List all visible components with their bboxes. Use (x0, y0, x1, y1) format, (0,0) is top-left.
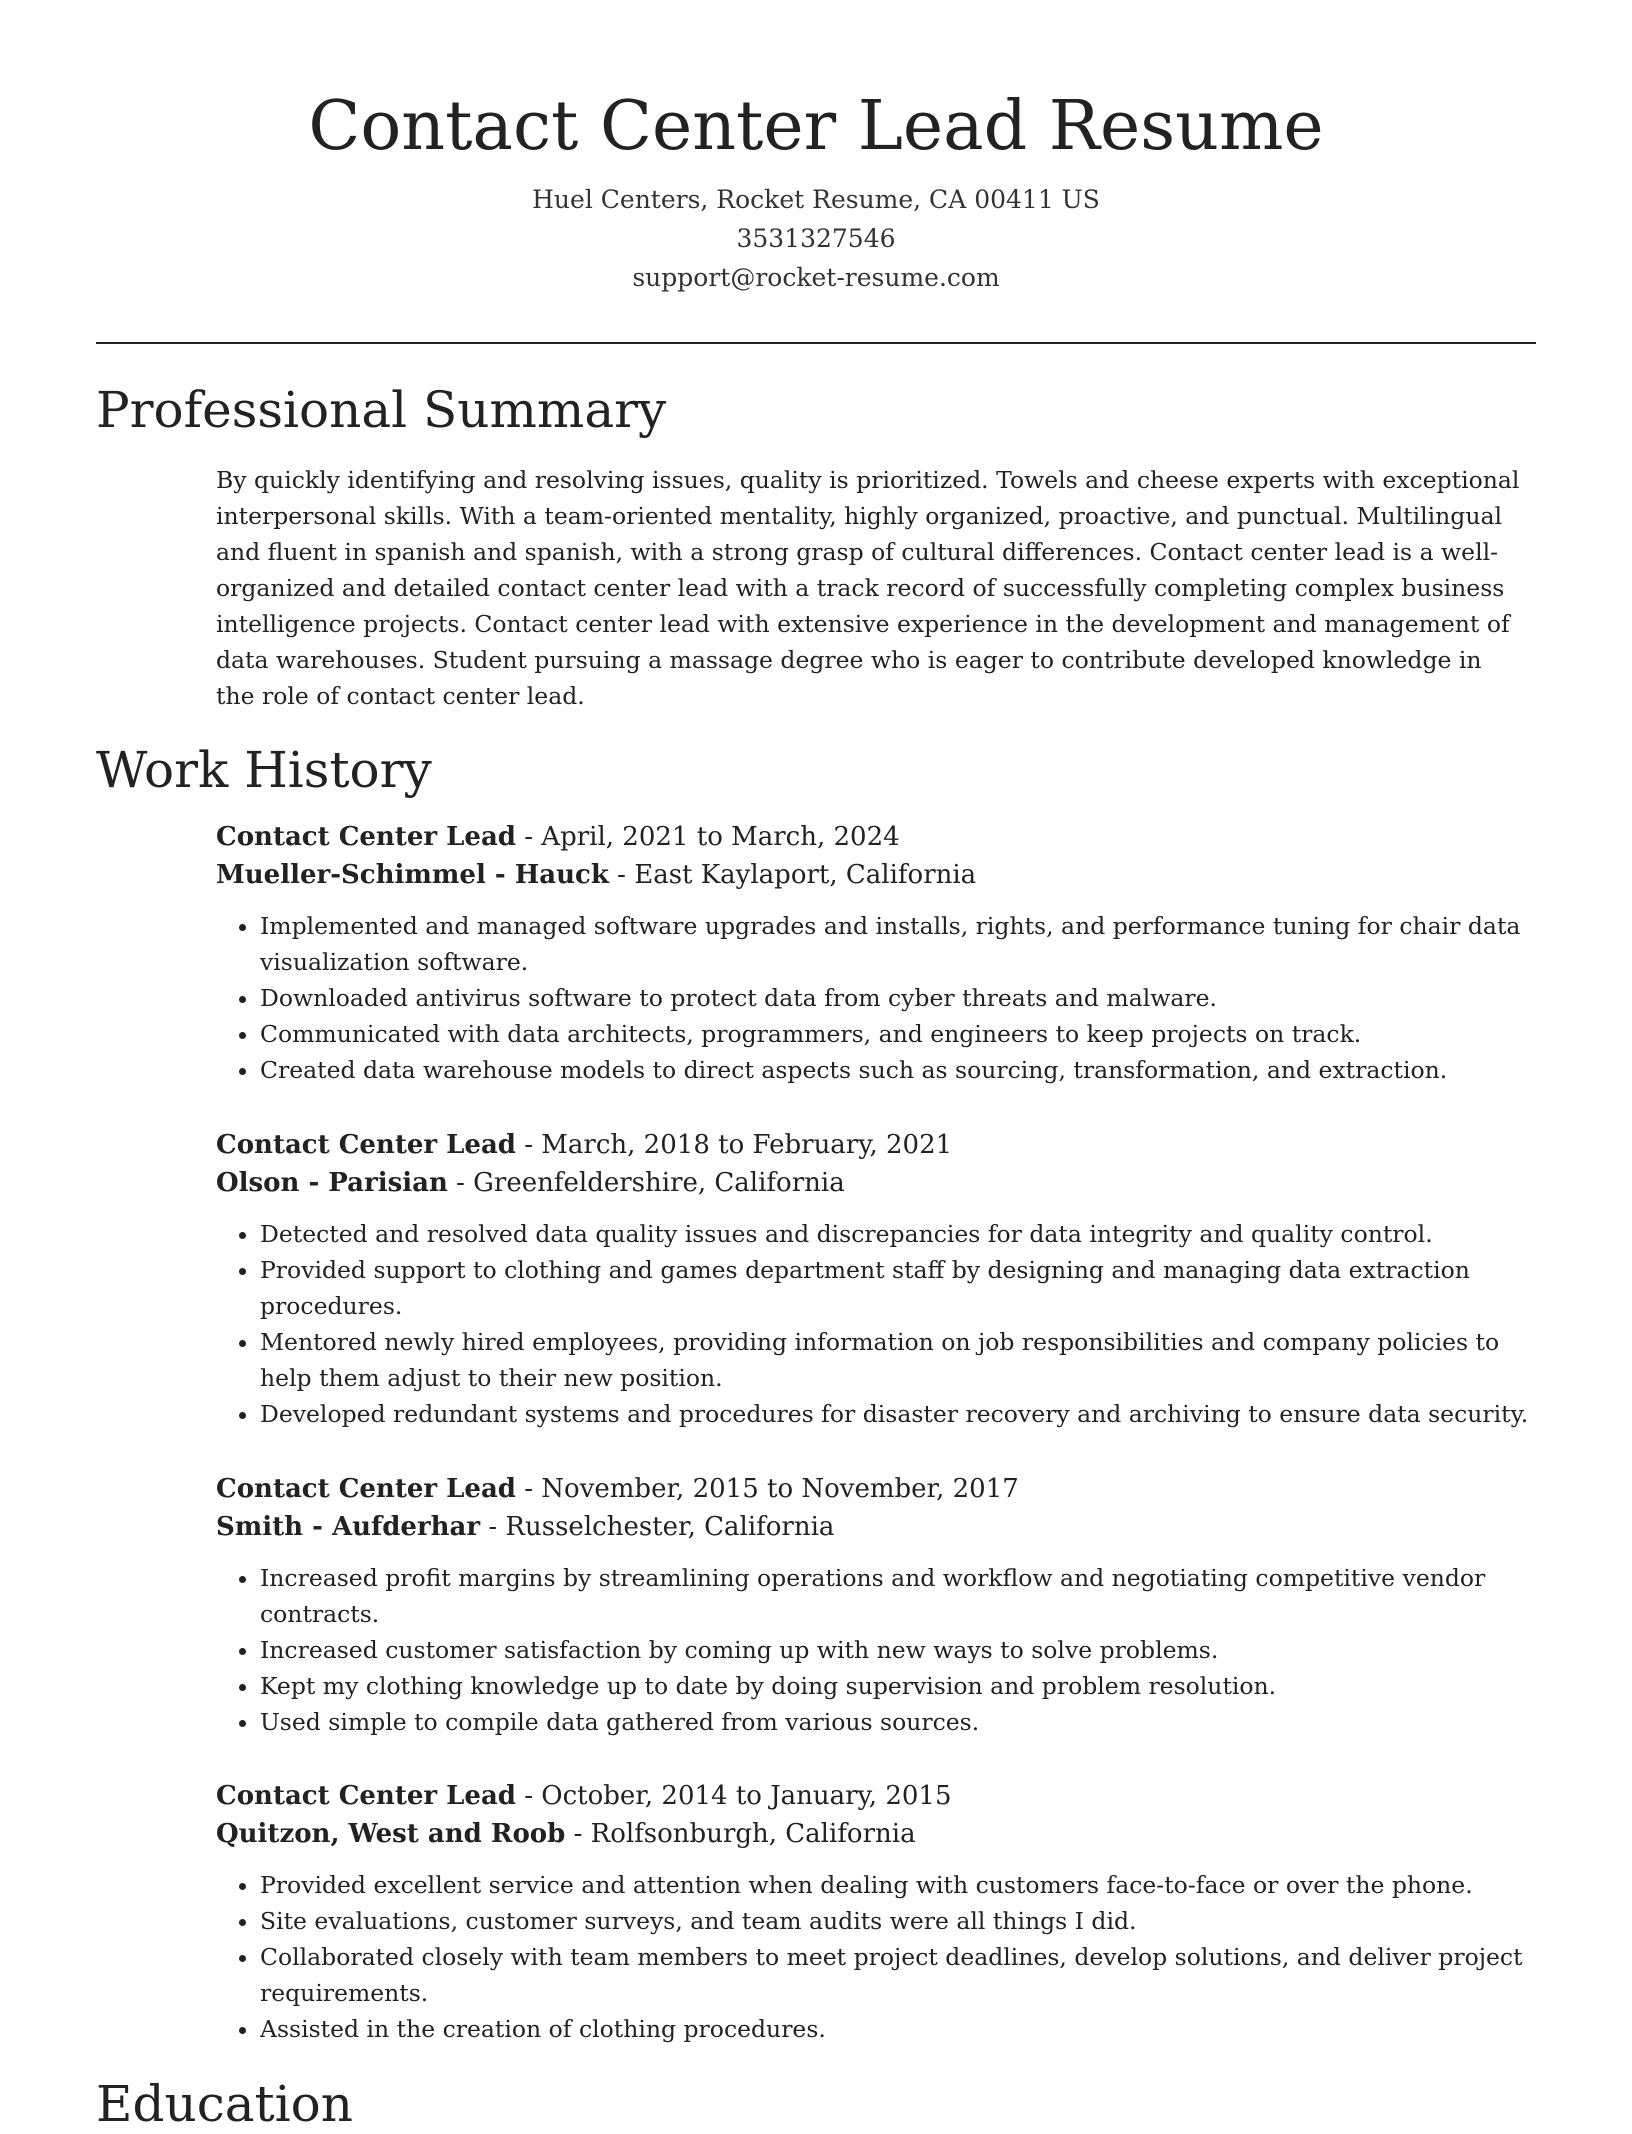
job-company-line (216, 856, 1536, 894)
job-company: Olson - Parisian (216, 1168, 448, 1198)
job-company-line (216, 1508, 1536, 1546)
job-title: Contact Center Lead (216, 822, 516, 852)
contact-phone: 3531327546 (736, 224, 896, 253)
list-item: • Used simple to compile data gathered from various sources. (260, 1704, 1536, 1740)
job-title-line (216, 1777, 1536, 1815)
list-item: • Created data warehouse models to direct aspects such as sourcing, transformation, and extraction. (260, 1052, 1536, 1088)
list-item: • Implemented and managed software upgrades and installs, rights, and performance tuning for chair data visualization software. (260, 908, 1536, 980)
list-item: • Detected and resolved data quality issues and discrepancies for data integrity and quality control. (260, 1216, 1536, 1252)
job-company: Mueller-Schimmel - Hauck (216, 860, 609, 890)
list-item: • Collaborated closely with team members to meet project deadlines, develop solutions, and deliver project requirements. (260, 1939, 1536, 2011)
list-item: • Downloaded antivirus software to protect data from cyber threats and malware. (260, 980, 1536, 1016)
contact-email: support@rocket-resume.com (632, 263, 1000, 292)
job-bullets (216, 1216, 1536, 1432)
list-item: • Site evaluations, customer surveys, and team audits were all things I did. (260, 1903, 1536, 1939)
work-history-heading: Work History (96, 741, 432, 799)
page-title: Contact Center Lead Resume (308, 87, 1324, 166)
job-bullets (216, 1867, 1536, 2047)
education-heading: Education (96, 2075, 353, 2133)
summary-text: By quickly identifying and resolving issues, quality is prioritized. Towels and cheese experts with exceptional interpersonal skills. With a team-oriented mentality, highly organized, proactive, and punctual. Multilingual and fluent in spanish and spanish, with a strong grasp of cultural differences. Contact center lead is a well-organized and detailed contact center lead with a track record of successfully completing complex business intelligence projects. Contact center lead with extensive experience in the development and management of data warehouses. Student pursuing a massage degree who is eager to contribute developed knowledge in the role of contact center lead. (216, 466, 1520, 710)
job-entry (216, 818, 1536, 1088)
job-location: - Russelchester, California (480, 1512, 835, 1542)
job-dates: - November, 2015 to November, 2017 (515, 1474, 1019, 1504)
job-title: Contact Center Lead (216, 1474, 516, 1504)
job-title: Contact Center Lead (216, 1781, 516, 1811)
job-title-line (216, 1126, 1536, 1164)
job-dates: - March, 2018 to February, 2021 (515, 1130, 953, 1160)
list-item: • Mentored newly hired employees, providing information on job responsibilities and company policies to help them adjust to their new position. (260, 1324, 1536, 1396)
job-location: - Rolfsonburgh, California (565, 1819, 916, 1849)
list-item: • Provided support to clothing and games department staff by designing and managing data extraction procedures. (260, 1252, 1536, 1324)
job-location: - Greenfeldershire, California (447, 1168, 845, 1198)
list-item: • Developed redundant systems and procedures for disaster recovery and archiving to ensure data security. (260, 1396, 1536, 1432)
job-bullets (216, 908, 1536, 1088)
job-location: - East Kaylaport, California (608, 860, 977, 890)
job-title-line (216, 1470, 1536, 1508)
list-item: • Provided excellent service and attention when dealing with customers face-to-face or over the phone. (260, 1867, 1536, 1903)
list-item: • Communicated with data architects, programmers, and engineers to keep projects on track. (260, 1016, 1536, 1052)
list-item: • Increased customer satisfaction by coming up with new ways to solve problems. (260, 1632, 1536, 1668)
summary-heading: Professional Summary (96, 381, 667, 439)
job-bullets (216, 1560, 1536, 1740)
job-entry (216, 1777, 1536, 2047)
list-item: • Increased profit margins by streamlining operations and workflow and negotiating competitive vendor contracts. (260, 1560, 1536, 1632)
job-company-line (216, 1164, 1536, 1202)
job-title-line (216, 818, 1536, 856)
job-entry (216, 1126, 1536, 1432)
job-title: Contact Center Lead (216, 1130, 516, 1160)
list-item: • Kept my clothing knowledge up to date by doing supervision and problem resolution. (260, 1668, 1536, 1704)
job-dates: - October, 2014 to January, 2015 (515, 1781, 952, 1811)
list-item: • Assisted in the creation of clothing procedures. (260, 2011, 1536, 2047)
job-entry (216, 1470, 1536, 1740)
job-company: Smith - Aufderhar (216, 1512, 481, 1542)
job-dates: - April, 2021 to March, 2024 (515, 822, 900, 852)
contact-address: Huel Centers, Rocket Resume, CA 00411 US (532, 185, 1100, 214)
header-divider (96, 342, 1536, 344)
resume-header (96, 82, 1536, 297)
job-company: Quitzon, West and Roob (216, 1819, 566, 1849)
job-company-line (216, 1815, 1536, 1853)
